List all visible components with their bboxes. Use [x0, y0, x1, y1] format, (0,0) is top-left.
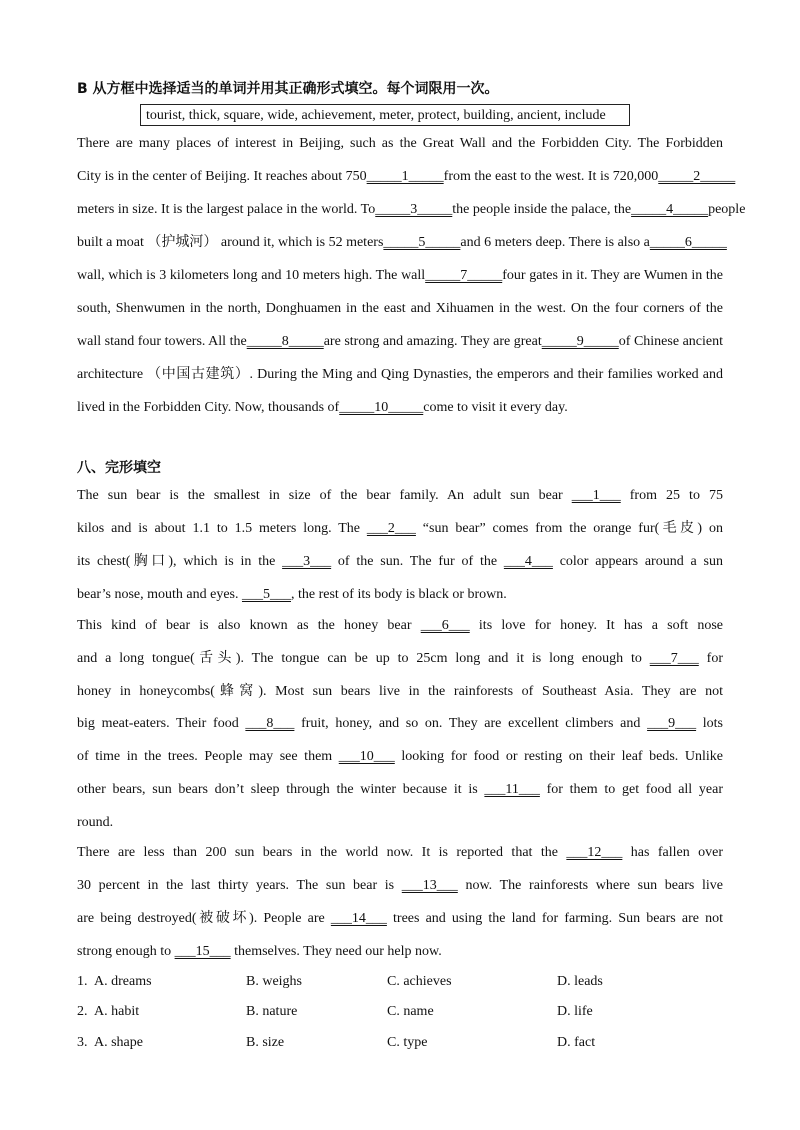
section-b-line: [77, 299, 723, 319]
passage-text: 30 percent in the last thirty years. The sun bear is: [77, 878, 402, 893]
blank: ___10___: [338, 749, 395, 764]
section-8-line: [77, 682, 723, 702]
passage-text: round.: [77, 815, 114, 830]
section-b-line: [77, 134, 723, 154]
section-b-line: [77, 233, 727, 253]
blank: ___3___: [282, 554, 332, 569]
passage-text: meters in size. It is the largest palace in the world. To: [77, 202, 376, 217]
passage-text: of time in the trees. People may see them: [77, 749, 339, 764]
passage-text: There are many places of interest in Beijing, such as the Great Wall and the Forbidden City. The Forbidden: [77, 136, 723, 151]
blank: _____1_____: [366, 169, 444, 184]
passage-text: looking for food or resting on their leaf beds. Unlike: [394, 749, 723, 764]
passage-text: wall stand four towers. All the: [77, 334, 247, 349]
section-8-line: [77, 552, 723, 572]
section-8-line: [77, 486, 723, 506]
section-b-line: [77, 332, 723, 352]
blank: ___6___: [420, 618, 470, 633]
section-b-line: [77, 365, 723, 385]
option-a: A. habit: [94, 1004, 140, 1019]
passage-text: come to visit it every day.: [423, 400, 568, 415]
passage-text: south, Shenwumen in the north, Donghuamen in the east and Xihuamen in the west. On the four corners of the: [77, 301, 723, 316]
option-c: C. achieves: [387, 974, 452, 989]
option-a: A. shape: [94, 1035, 143, 1050]
passage-text: for: [698, 651, 723, 666]
question-number: 1.: [77, 974, 88, 989]
blank: _____3_____: [375, 202, 453, 217]
passage-text: now. The rainforests where sun bears live: [457, 878, 723, 893]
passage-text: its love for honey. It has a soft nose: [469, 618, 723, 633]
blank: _____6_____: [649, 235, 727, 250]
section-8-line: [77, 519, 723, 539]
blank: _____2_____: [658, 169, 736, 184]
passage-text: architecture （中国古建筑）. During the Ming and Qing Dynasties, the emperors and their families worked and: [77, 367, 723, 382]
passage-text: people: [708, 202, 746, 217]
question-number: 2.: [77, 1004, 88, 1019]
passage-text: honey in honeycombs(蜂窝). Most sun bears live in the rainforests of Southeast Asia. They are not: [77, 684, 723, 699]
blank: _____5_____: [383, 235, 461, 250]
section-8-line: [77, 813, 723, 833]
section-8-line: [77, 649, 723, 669]
section-b-line: [77, 266, 723, 286]
section-b-line: [77, 398, 723, 418]
passage-text: and a long tongue(舌头). The tongue can be up to 25cm long and it is long enough to: [77, 651, 650, 666]
passage-text: of Chinese ancient: [618, 334, 724, 349]
passage-text: lots: [696, 716, 723, 731]
passage-text: trees and using the land for farming. Sun bears are not: [386, 911, 724, 926]
blank: ___15___: [174, 944, 231, 959]
section-8-line: [77, 909, 723, 929]
passage-text: are strong and amazing. They are great: [323, 334, 542, 349]
blank: ___8___: [245, 716, 295, 731]
passage-text: from the east to the west. It is 720,000: [443, 169, 659, 184]
passage-text: fruit, honey, and so on. They are excellent climbers and: [294, 716, 648, 731]
passage-text: This kind of bear is also known as the honey bear: [77, 618, 421, 633]
blank: _____9_____: [541, 334, 619, 349]
blank: ___1___: [571, 488, 621, 503]
passage-text: for them to get food all year: [539, 782, 723, 797]
passage-text: built a moat （护城河） around it, which is 52 meters: [77, 235, 384, 250]
passage-text: and 6 meters deep. There is also a: [460, 235, 650, 250]
section-8-line: [77, 616, 723, 636]
word-box: tourist, thick, square, wide, achievement, meter, protect, building, ancient, include: [140, 104, 630, 126]
passage-text: has fallen over: [622, 845, 723, 860]
blank: ___12___: [566, 845, 623, 860]
blank: ___4___: [503, 554, 553, 569]
section-8-line: [77, 876, 723, 896]
passage-text: kilos and is about 1.1 to 1.5 meters long. The: [77, 521, 367, 536]
passage-text: , the rest of its body is black or brown.: [290, 587, 507, 602]
blank: ___9___: [647, 716, 697, 731]
passage-text: of the sun. The fur of the: [331, 554, 504, 569]
section-b-line: [77, 167, 736, 187]
blank: _____10_____: [339, 400, 424, 415]
option-d: D. fact: [557, 1035, 596, 1050]
option-a: A. dreams: [94, 974, 152, 989]
option-d: D. life: [557, 1004, 593, 1019]
passage-text: wall, which is 3 kilometers long and 10 meters high. The wall: [77, 268, 426, 283]
blank: _____4_____: [631, 202, 709, 217]
passage-text: There are less than 200 sun bears in the world now. It is reported that the: [77, 845, 567, 860]
passage-text: the people inside the palace, the: [452, 202, 632, 217]
passage-text: its chest(胸口), which is in the: [77, 554, 283, 569]
passage-text: other bears, sun bears don’t sleep through the winter because it is: [77, 782, 485, 797]
passage-text: are being destroyed(被破坏). People are: [77, 911, 331, 926]
option-b: B. nature: [246, 1004, 298, 1019]
passage-text: four gates in it. They are Wumen in the: [502, 268, 723, 283]
question-number: 3.: [77, 1035, 88, 1050]
blank: ___5___: [241, 587, 291, 602]
option-c: C. name: [387, 1004, 434, 1019]
passage-text: lived in the Forbidden City. Now, thousands of: [77, 400, 340, 415]
section-8-line: [77, 942, 723, 962]
blank: ___11___: [484, 782, 540, 797]
option-c: C. type: [387, 1035, 428, 1050]
option-b: B. size: [246, 1035, 285, 1050]
blank: ___14___: [330, 911, 387, 926]
passage-text: strong enough to: [77, 944, 175, 959]
section-b-line: [77, 200, 746, 220]
blank: ___2___: [366, 521, 416, 536]
passage-text: color appears around a sun: [552, 554, 723, 569]
passage-text: themselves. They need our help now.: [230, 944, 442, 959]
passage-text: “sun bear” comes from the orange fur(毛皮) on: [415, 521, 723, 536]
section-8-line: [77, 843, 723, 863]
section-b-heading: B 从方框中选择适当的单词并用其正确形式填空。每个词限用一次。: [77, 81, 499, 97]
blank: _____8_____: [246, 334, 324, 349]
blank: ___13___: [401, 878, 458, 893]
section-8-line: [77, 714, 723, 734]
passage-text: City is in the center of Beijing. It reaches about 750: [77, 169, 367, 184]
passage-text: The sun bear is the smallest in size of the bear family. An adult sun bear: [77, 488, 572, 503]
passage-text: from 25 to 75: [620, 488, 723, 503]
section-8-line: [77, 747, 723, 767]
blank: ___7___: [649, 651, 699, 666]
option-d: D. leads: [557, 974, 603, 989]
section-8-heading: 八、完形填空: [77, 460, 161, 476]
blank: _____7_____: [425, 268, 503, 283]
passage-text: big meat-eaters. Their food: [77, 716, 246, 731]
passage-text: bear’s nose, mouth and eyes.: [77, 587, 242, 602]
section-8-line: [77, 585, 723, 605]
section-8-line: [77, 780, 723, 800]
option-b: B. weighs: [246, 974, 302, 989]
